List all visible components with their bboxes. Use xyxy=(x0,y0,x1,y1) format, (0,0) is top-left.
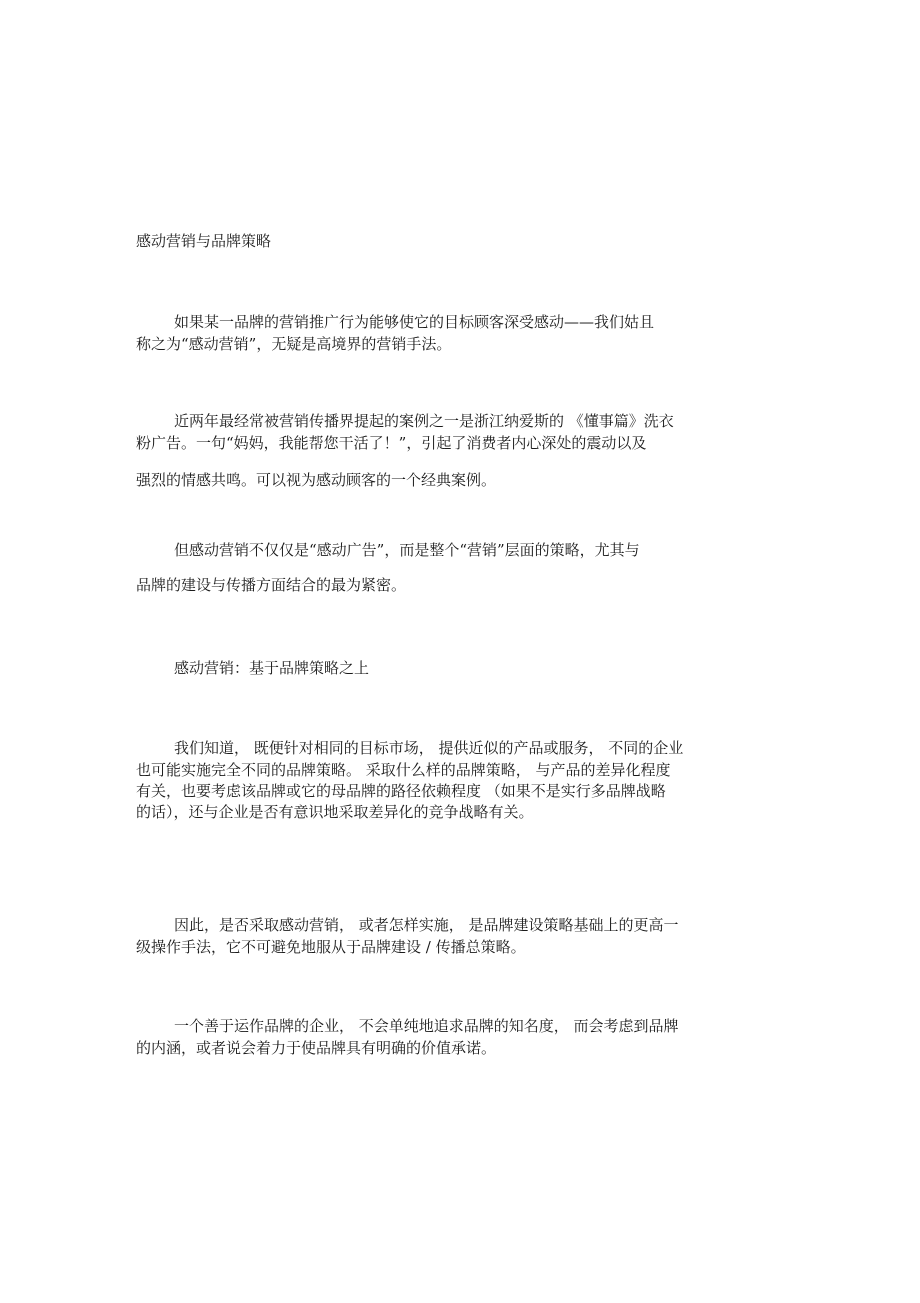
paragraph-line: 粉广告。一句“妈妈，我能帮您干活了！”，引起了消费者内心深处的震动以及 xyxy=(136,434,647,452)
paragraph-line: 的话），还与企业是否有意识地采取差异化的竞争战略有关。 xyxy=(136,803,534,821)
paragraph-line: 品牌的建设与传播方面结合的最为紧密。 xyxy=(136,576,407,594)
document-title: 感动营销与品牌策略 xyxy=(136,232,272,250)
paragraph-line: 如果某一品牌的营销推广行为能够使它的目标顾客深受感动——我们姑且 xyxy=(174,313,655,331)
paragraph-line: 我们知道， 既便针对相同的目标市场， 提供近似的产品或服务， 不同的企业 xyxy=(174,739,684,757)
paragraph-line: 感动营销：基于品牌策略之上 xyxy=(174,659,370,677)
paragraph-line: 的内涵，或者说会着力于使品牌具有明确的价值承诺。 xyxy=(136,1039,497,1057)
paragraph-line: 因此，是否采取感动营销， 或者怎样实施， 是品牌建设策略基础上的更高一 xyxy=(174,916,679,934)
paragraph-line: 一个善于运作品牌的企业， 不会单纯地追求品牌的知名度， 而会考虑到品牌 xyxy=(174,1017,679,1035)
paragraph-line: 强烈的情感共鸣。可以视为感动顾客的一个经典案例。 xyxy=(136,471,497,489)
paragraph-line: 也可能实施完全不同的品牌策略。 采取什么样的品牌策略， 与产品的差异化程度 xyxy=(136,761,671,779)
paragraph-line: 有关，也要考虑该品牌或它的母品牌的路径依赖程度 （如果不是实行多品牌战略 xyxy=(136,782,666,800)
paragraph-line: 但感动营销不仅仅是“感动广告”，而是整个“营销”层面的策略，尤其与 xyxy=(174,541,640,559)
paragraph-line: 称之为“感动营销”，无疑是高境界的营销手法。 xyxy=(136,335,452,353)
paragraph-line: 级操作手法，它不可避免地服从于品牌建设 / 传播总策略。 xyxy=(136,938,526,956)
paragraph-line: 近两年最经常被营销传播界提起的案例之一是浙江纳爱斯的 《懂事篇》洗衣 xyxy=(174,412,674,430)
